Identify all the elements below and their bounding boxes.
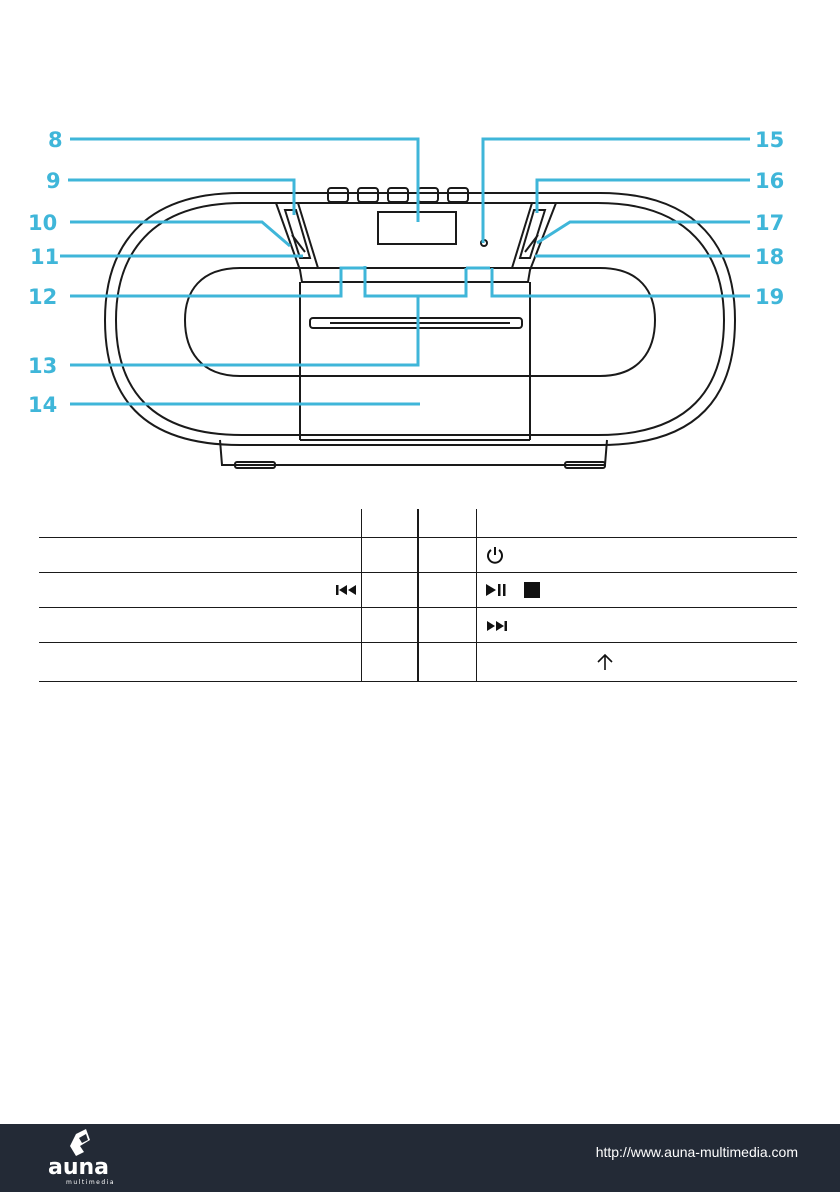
- table-row: [39, 608, 797, 643]
- table-cell: [477, 608, 798, 643]
- table-cell: [418, 608, 477, 643]
- callout-numbers: [28, 128, 784, 417]
- callout-8: 8: [48, 128, 63, 152]
- table-cell: [362, 573, 419, 608]
- table-cell: [362, 608, 419, 643]
- table-cell: [39, 573, 362, 608]
- table-row: [39, 509, 797, 538]
- table-cell: [39, 509, 362, 538]
- page-footer: [0, 1124, 840, 1192]
- callout-11: 11: [30, 245, 60, 269]
- table-cell: [39, 538, 362, 573]
- callout-18: 18: [755, 245, 785, 269]
- table-row: [39, 573, 797, 608]
- table-cell: [418, 509, 477, 538]
- table-cell: [418, 538, 477, 573]
- table-cell: [477, 538, 798, 573]
- callout-14: 14: [28, 393, 58, 417]
- svg-text:auna: auna: [48, 1155, 110, 1180]
- power-icon: [485, 545, 505, 565]
- callout-13: 13: [28, 354, 58, 378]
- callout-19: 19: [755, 285, 785, 309]
- table-cell: [362, 643, 419, 682]
- stop-icon: [524, 582, 540, 598]
- table-cell: [362, 509, 419, 538]
- skip-back-icon: [336, 584, 358, 596]
- table-row: [39, 643, 797, 682]
- callout-12: 12: [28, 285, 58, 309]
- callout-lines: [60, 139, 750, 404]
- callout-16: 16: [755, 169, 785, 193]
- callout-9: 9: [46, 169, 61, 193]
- table-cell: [39, 608, 362, 643]
- table-cell: [477, 509, 798, 538]
- boombox-outline: [105, 188, 735, 468]
- table-cell: [418, 643, 477, 682]
- callout-15: 15: [755, 128, 785, 152]
- table-cell: [477, 643, 798, 682]
- auna-logo: [46, 1128, 126, 1186]
- website-url[interactable]: http://www.auna-multimedia.com: [595, 1144, 798, 1160]
- skip-forward-icon: [485, 620, 507, 632]
- table-cell: [477, 573, 798, 608]
- arrow-up-icon: [595, 652, 615, 672]
- parts-table: [39, 509, 797, 682]
- table-cell: [418, 573, 477, 608]
- table-row: [39, 538, 797, 573]
- table-cell: [362, 538, 419, 573]
- callout-17: 17: [755, 211, 785, 235]
- product-diagram: [0, 0, 840, 500]
- table-cell: [39, 643, 362, 682]
- svg-text:multimedia: multimedia: [66, 1179, 116, 1186]
- play-pause-icon: [485, 583, 507, 597]
- callout-10: 10: [28, 211, 58, 235]
